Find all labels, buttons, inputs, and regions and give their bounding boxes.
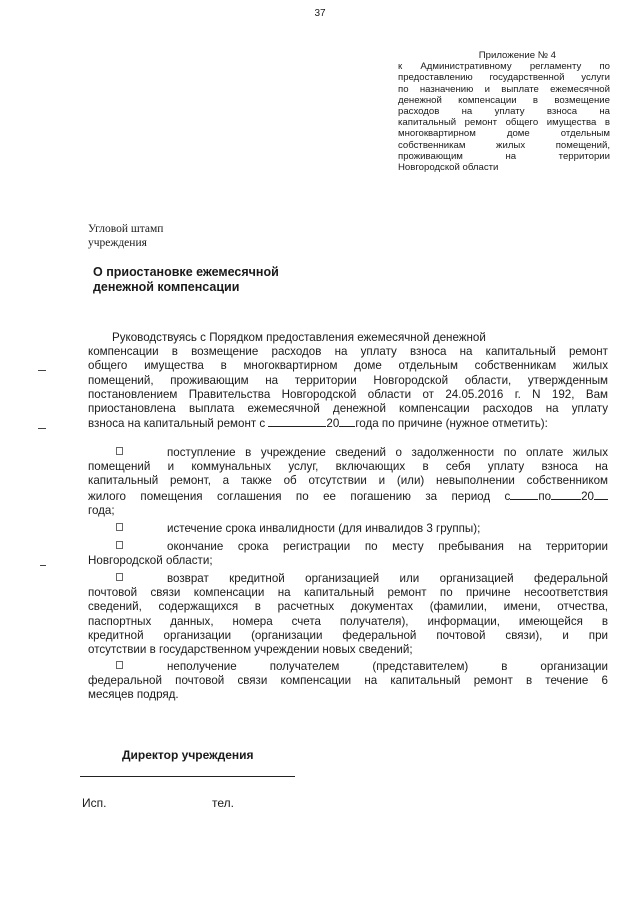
scan-mark [40, 565, 46, 566]
reason-debt [88, 446, 608, 518]
intro-text: года по причине (нужное отметить): [355, 417, 548, 431]
scan-mark [38, 370, 46, 371]
reason-checkbox[interactable] [116, 573, 123, 581]
year-prefix: 20 [326, 417, 340, 431]
reason-text: окончание срока регистрации по месту пребывания на территории [167, 540, 608, 553]
reason-first-line [88, 660, 608, 674]
reason-line: отсутствии в государственном учреждении новых сведений; [88, 643, 413, 657]
intro-paragraph [88, 331, 608, 431]
reason-line: кредитной организации (организации федеральной почтовой связи), и при [88, 628, 608, 642]
reason-first-line [88, 522, 608, 536]
appendix-line: расходов на уплату взноса на [398, 106, 610, 118]
reason-first-line [88, 572, 608, 586]
intro-line-date [88, 416, 608, 431]
appendix-line: денежной компенсации в возмещение [398, 94, 610, 106]
appendix-line: предоставлению государственной услуги [398, 72, 610, 84]
intro-line: помещений, проживающим на территории Новгородской области, утвержденным [88, 373, 608, 387]
reason-period-line [88, 489, 608, 504]
scan-mark [38, 428, 46, 429]
appendix-line: собственникам жилых помещений, [398, 139, 610, 151]
intro-line: Руководствуясь с Порядком предоставления ежемесячной денежной [112, 331, 486, 344]
executor-label: Исп. [82, 796, 107, 810]
period-year-blank[interactable] [594, 489, 608, 500]
reason-text: жилого помещения соглашения по ее погашению за период с [88, 489, 511, 503]
period-to-blank[interactable] [551, 489, 581, 500]
title-line: денежной компенсации [93, 280, 240, 294]
start-year-blank[interactable] [339, 416, 355, 427]
reason-line: Новгородской области; [88, 554, 213, 568]
intro-line: постановлением Правительства Новгородской области от 24.05.2016 г. N 192, Вам [88, 387, 608, 401]
reason-text: возврат кредитной организацией или организацией федеральной [167, 572, 608, 585]
appendix-title: Приложение № 4 [478, 50, 556, 61]
reason-text: по [538, 489, 552, 503]
reason-line: капитальный ремонт, а также об отсутствии и (или) невыполнении собственником [88, 474, 608, 488]
stamp-line: Угловой штамп [88, 223, 164, 235]
reason-checkbox[interactable] [116, 447, 123, 455]
corner-stamp-label [88, 222, 163, 250]
reason-checkbox[interactable] [116, 541, 123, 549]
appendix-line: Новгородской области [398, 162, 499, 174]
reason-non-receipt [88, 660, 608, 703]
document-title [93, 265, 279, 295]
reason-line: помещений и коммунальных услуг, включающих в себя уплату взноса на [88, 460, 608, 474]
intro-line: компенсации в возмещение расходов на уплату взноса на капитальный ремонт [88, 345, 608, 359]
reason-first-line [88, 540, 608, 554]
reason-line: месяцев подряд. [88, 688, 179, 702]
reason-first-line [88, 446, 608, 460]
reason-line: сведений, содержащихся в расчетных документах (фамилии, имени, отчества, [88, 600, 608, 614]
reason-checkbox[interactable] [116, 523, 123, 531]
signature-line[interactable] [80, 776, 295, 777]
appendix-header [398, 50, 610, 173]
appendix-line: проживающим на территории [398, 150, 610, 162]
reason-text: поступление в учреждение сведений о задолженности по оплате жилых [167, 446, 608, 459]
director-label: Директор учреждения [122, 748, 254, 762]
appendix-line: многоквартирном доме отдельным [398, 128, 610, 140]
reason-line: года; [88, 503, 115, 517]
appendix-line: по назначению и выплате ежемесячной [398, 83, 610, 95]
intro-text: взноса на капитальный ремонт с [88, 417, 269, 431]
appendix-line: капитальный ремонт общего имущества в [398, 117, 610, 129]
reason-return [88, 572, 608, 657]
reason-text: истечение срока инвалидности (для инвалидов 3 группы); [167, 522, 481, 535]
title-line: О приостановке ежемесячной [93, 265, 279, 279]
intro-line: приостановлена выплата ежемесячной денежной компенсации расходов на уплату [88, 402, 608, 416]
reason-text: 20 [581, 489, 594, 503]
reason-disability [88, 522, 608, 536]
stamp-line: учреждения [88, 237, 147, 249]
page-number: 37 [314, 8, 326, 19]
reason-registration [88, 540, 608, 568]
reason-line: федеральной почтовой связи компенсации на капитальный ремонт в течение 6 [88, 674, 608, 688]
phone-label: тел. [212, 796, 234, 810]
intro-line: общего имущества в многоквартирном доме отдельным собственникам жилых [88, 359, 608, 373]
reason-text: неполучение получателем (представителем) в организации [167, 660, 608, 673]
appendix-line: к Административному регламенту по [398, 61, 610, 73]
period-from-blank[interactable] [510, 489, 538, 500]
reason-checkbox[interactable] [116, 661, 123, 669]
reason-line: почтовой связи компенсации на капитальный ремонт по причине несоответствия [88, 586, 608, 600]
reason-line: паспортных данных, номера счета получателя), информации, имеющейся в [88, 614, 608, 628]
start-date-blank[interactable] [268, 416, 326, 427]
